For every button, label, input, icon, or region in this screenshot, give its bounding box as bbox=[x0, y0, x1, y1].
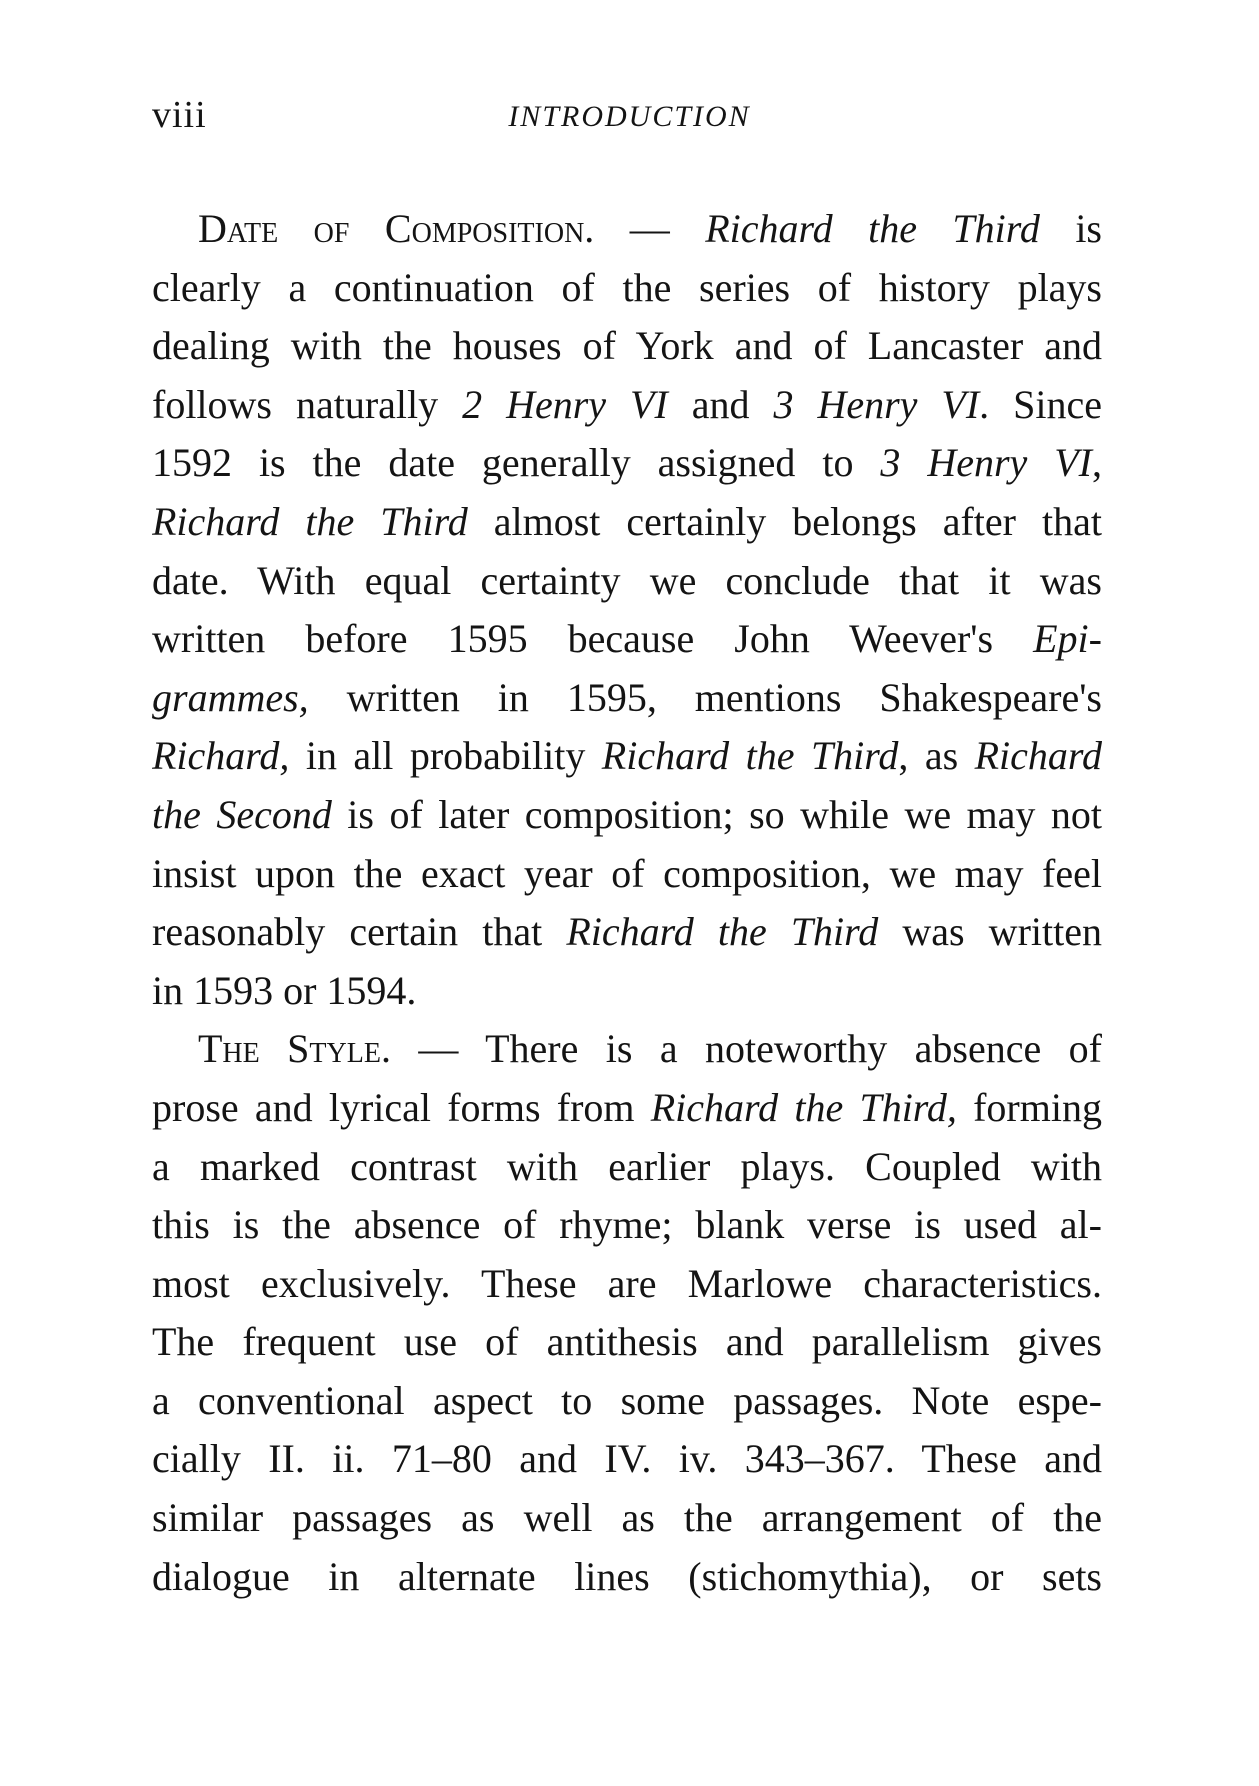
body-text bbox=[152, 200, 1102, 1606]
paragraph-style-line-8: cially II. ii. 71–80 and IV. iv. 343–367. These and bbox=[152, 1436, 1102, 1482]
paragraph-date-line-4: follows naturally 2 Henry VI and 3 Henry VI. Since bbox=[152, 381, 1102, 427]
paragraph-style-line-4: this is the absence of rhyme; blank verse is used al- bbox=[152, 1202, 1102, 1248]
paragraph-date-line-6: Richard the Third almost certainly belongs after that bbox=[152, 498, 1102, 544]
paragraph-style-line-10: dialogue in alternate lines (stichomythia), or sets bbox=[152, 1553, 1102, 1599]
page-number: viii bbox=[152, 94, 207, 136]
paragraph-style-line-1: The Style. — There is a noteworthy absence of bbox=[198, 1026, 1102, 1072]
paragraph-style-line-7: a conventional aspect to some passages. Note espe- bbox=[152, 1377, 1102, 1423]
paragraph-date-line-7: date. With equal certainty we conclude that it was bbox=[152, 557, 1102, 603]
paragraph-date-line-10: Richard, in all probability Richard the Third, as Richard bbox=[152, 733, 1102, 779]
paragraph-style-line-9: similar passages as well as the arrangement of the bbox=[152, 1495, 1102, 1541]
paragraph-date-line-12: insist upon the exact year of composition, we may feel bbox=[152, 850, 1102, 896]
paragraph-style-line-2: prose and lyrical forms from Richard the Third, forming bbox=[152, 1084, 1102, 1130]
paragraph-date-line-14: in 1593 or 1594. bbox=[152, 967, 417, 1013]
paragraph-date-line-9: grammes, written in 1595, mentions Shakespeare's bbox=[152, 674, 1102, 720]
paragraph-date-line-8: written before 1595 because John Weever's Epi- bbox=[152, 616, 1102, 662]
paragraph-style-line-6: The frequent use of antithesis and parallelism gives bbox=[152, 1319, 1102, 1365]
paragraph-style-line-3: a marked contrast with earlier plays. Coupled with bbox=[152, 1143, 1102, 1189]
paragraph-date-line-11: the Second is of later composition; so while we may not bbox=[152, 791, 1102, 837]
section-heading-date: Date of Composition. bbox=[198, 206, 595, 251]
section-heading-style: The Style. bbox=[198, 1026, 391, 1072]
paragraph-date-line-5: 1592 is the date generally assigned to 3 Henry VI, bbox=[152, 440, 1102, 486]
paragraph-style-line-5: most exclusively. These are Marlowe characteristics. bbox=[152, 1260, 1102, 1306]
paragraph-date-line-1: Date of Composition. — Richard the Third is bbox=[198, 206, 1102, 251]
paragraph-date-line-2: clearly a continuation of the series of history plays bbox=[152, 264, 1102, 310]
running-head: INTRODUCTION bbox=[508, 100, 751, 133]
paragraph-date-line-13: reasonably certain that Richard the Third was written bbox=[152, 909, 1102, 955]
paragraph-date-line-3: dealing with the houses of York and of Lancaster and bbox=[152, 323, 1102, 369]
